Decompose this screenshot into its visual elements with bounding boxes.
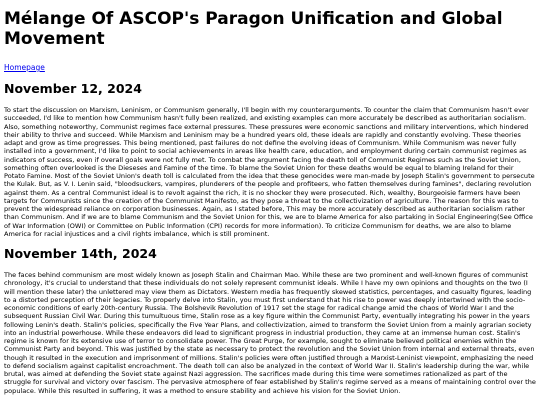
blog-post [4,81,536,238]
homepage-link[interactable]: Homepage [4,63,45,72]
blog-post [4,246,536,395]
page-title: Mélange Of ASCOP's Paragon Unification and Global Movement [4,9,503,49]
post-date-heading: November 14th, 2024 [4,246,157,261]
post-body-text: The faces behind communism are most widely known as Joseph Stalin and Chairman Mao. While these are two prominent and well-known figures of communist chronology, it's crucial to understand that these individuals do not solely represent communist ideals. While I have my own opinions and thoughts on the two (I will mention these later) the unlettered may view them as Dictators. Western media has frequently skewed statistics, percentages, and casualty figures, leading to a distorted perception of their legacies. To properly delve into Stalin, you must first understand that his rise to power was deeply intertwined with the socio-economic conditions of early 20th-century Russia. The Bolshevik Revolution of 1917 set the stage for radical change amid the chaos of World War I and the subsequent Russian Civil War. During this tumultuous time, Stalin rose as a key figure within the Communist Party, eventually integrating his power in the years following Lenin's death. Stalin's policies, specifically the Five Year Plans, and collectivization, aimed to transform the Soviet Union from a mainly agrarian society into an industrial powerhouse. While these endeavors did lead to significant progress in industrial production, they came at an immense human cost. Stalin's regime is known for its extensive use of terror to consolidate power. The Great Purge, for example, sought to eliminate believed political enemies within the Communist Party and beyond. This was justified by the state as necessary to protect the revolution and the Soviet Union from internal and external threats, even though it resulted in the execution and imprisonment of millions. Stalin's policies were often justified through a Marxist-Leninist viewpoint, emphasizing the need to defend socialism against capitalist encroachment. The death toll can also be analyzed in the context of World War II. Stalin's leadership during the war, while brutal, was aimed at defending the Soviet state against Nazi aggression. The sacrifices made during this time were sometimes rationalized as part of the struggle for survival and victory over fascism. The pervasive atmosphere of fear established by Stalin's regime served as a means of maintaining control over the populace. While this resulted in suffering, it was a method to ensure stability and achieve his vision for the Soviet Union. [4,271,536,395]
post-date-heading: November 12, 2024 [4,81,142,96]
post-body-text: To start the discussion on Marxism, Leninism, or Communism generally, I'll begin with my counterarguments. To counter the claim that Communism hasn't ever succeeded, I'd like to mention how Communism hasn't fully been realized, and existing examples can more accurately be described as authoritarian socialism. Also, something noteworthy, Communist regimes face external pressures. These pressures were economic sanctions and military interventions, which hindered their ability to thrive and succeed. While Marxism and Leninism may be a hundred years old, these ideals are rapidly and constantly evolving. These theories adapt and grow as time progresses. This being mentioned, past failures do not define the evolving ideas of Communism. While Communism was never fully installed into a government, I'd like to point to social achievements in areas like health care, education, and employment during certain communist regimes as indicators of success, even if overall goals were not fully met. To combat the argument facing the death toll of Communist Regimes such as the Soviet Union, something often overlooked is the Dieseses and Famine of the time. To blame the Soviet Union for these deaths would be equal to blaming Ireland for their Potato Famine. Most of the Soviet Union's death toll is calculated from the idea that these genocides were man-made by Joseph Stalin's government to persecute the Kulak. But, as V. I. Lenin said, "bloodsuckers, vampires, plunderers of the people and profiteers, who fatten themselves during famines", declaring revolution against them. As a central Communist ideal is to revolt against the rich, it is no shocker they were prosecuted. Rich, wealthy, Bourgeoisie farmers have been targets for Communists since the creation of the Communist Manifesto, as they pose a threat to the collectivization of agriculture. The reason for this was to prevent the widespread reliance on corporation businesses. Again, as I stated before, This may be more accurately described as authoritarian socialism rather than Communism. And if we are to blame Communism and the Soviet Union for this, we are to blame America for also partaking in Social Engineering(See Office of War Information (OWI) or Committee on Public Information (CPI) records for more information). To criticize Communism for deaths, we are also to blame America for racial injustices and a civil rights imbalance, which is still prominent. [4,106,535,238]
